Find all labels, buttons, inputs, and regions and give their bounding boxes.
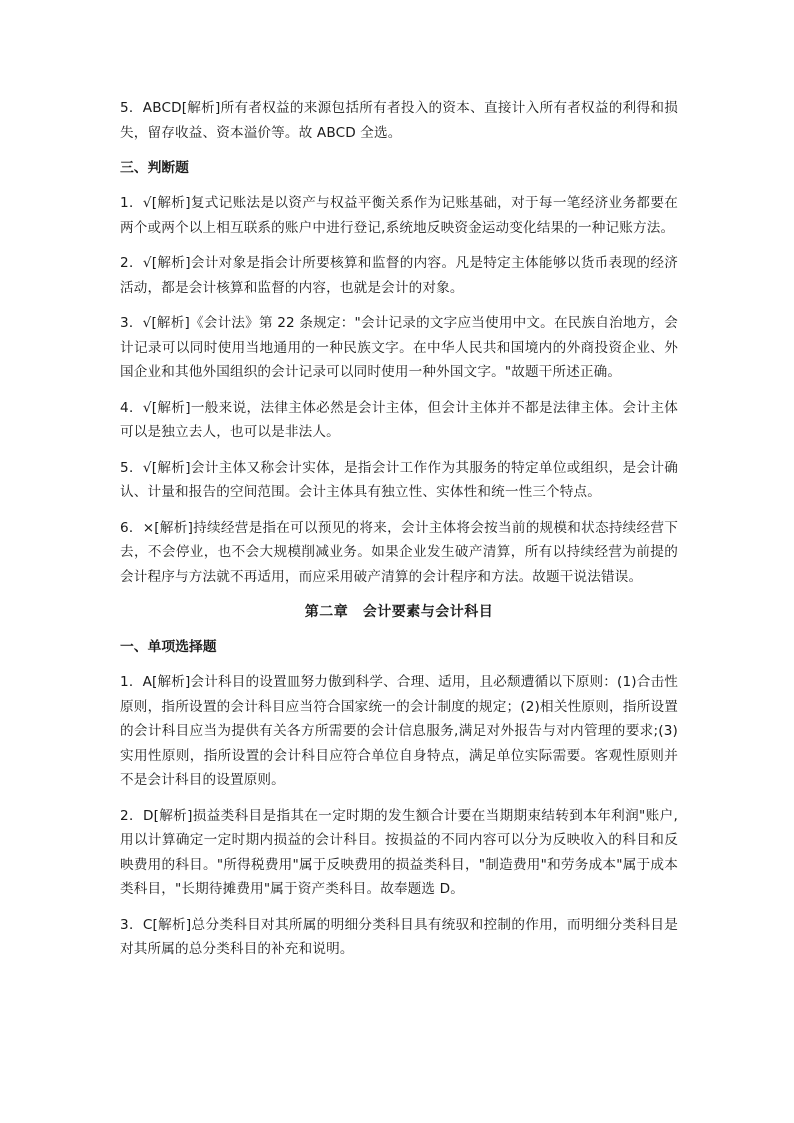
single-choice-answer-1: 1．A[解析]会计科目的设置皿努力傲到科学、合理、适用，且必颓遭循以下原则：(1)合击性原则，指所设置的会计科目应当符合国家统一的会计制度的规定；(2)相关性原则，指所设置的会计科目应当为提供有关各方所需要的会计信息服务,满足对外报告与对内管理的要求;(3)实用性原则，指所设置的会计科目应符合单位自身特点，满足单位实际需要。客观性原则并不是会计科目的设置原则。: [120, 674, 678, 788]
judgment-answer-6: 6．×[解析]持续经营是指在可以预见的将来，会计主体将会按当前的规模和状态持续经营下去，不会停业，也不会大规模削减业务。如果企业发生破产清算，所有以持续经营为前提的会计程序与方法就不再适用，而应采用破产清算的会计程序和方法。故题干说法错误。: [120, 519, 678, 585]
judgment-answer-3: 3．√[解析]《会计法》第 22 条规定："会计记录的文字应当使用中文。在民族自治地方，会计记录可以同时使用当地通用的一种民族文字。在中华人民共和国境内的外商投资企业、外国企业和其他外国组织的会计记录可以同时使用一种外国文字。"故题干所述正确。: [120, 315, 678, 380]
single-choice-answer-3: 3．C[解析]总分类科目对其所属的明细分类科目具有统驭和控制的作用，而明细分类科目是对其所属的总分类科目的补充和说明。: [120, 916, 678, 957]
section-heading-single-choice: 一、单项选择题: [120, 639, 217, 655]
document-page: [120, 96, 678, 973]
judgment-answer-5: 5．√[解析]会计主体又称会计实体，是指会计工作作为其服务的特定单位或组织，是会计确认、计量和报告的空间范围。会计主体具有独立性、实体性和统一性三个特点。: [120, 459, 678, 500]
chapter-title: 第二章 会计要素与会计科目: [304, 604, 494, 620]
judgment-answer-1: 1．√[解析]复式记账法是以资产与权益平衡关系作为记账基础，对于每一笔经济业务都要在两个或两个以上相互联系的账户中进行登记,系统地反映资金运动变化结果的一种记账方法。: [120, 195, 678, 236]
single-choice-answer-2: 2．D[解析]损益类科目是指其在一定时期的发生额合计要在当期期束结转到本年利润"账户,用以计算确定一定时期内损益的会计科目。按损益的不同内容可以分为反映收入的科目和反映费用的科目。"所得税费用"属于反映费用的损益类科目，"制造费用"和劳务成本"属于成本类科目，"长期待摊费用"属于资产类科目。故奉题选 D。: [120, 807, 678, 897]
judgment-answer-4: 4．√[解析]一般来说，法律主体必然是会计主体，但会计主体并不都是法律主体。会计主体可以是独立去人，也可以是非法人。: [120, 399, 678, 440]
section-heading-judgment: 三、判断题: [120, 160, 189, 176]
answer-5-multiple-choice: 5．ABCD[解析]所有者权益的来源包括所有者投入的资本、直接计入所有者权益的利得和损失，留存收益、资本溢价等。故 ABCD 全选。: [120, 100, 678, 141]
judgment-answer-2: 2．√[解析]会计对象是指会计所要核算和监督的内容。凡是特定主体能够以货币表现的经济活动，都是会计核算和监督的内容，也就是会计的对象。: [120, 255, 678, 296]
